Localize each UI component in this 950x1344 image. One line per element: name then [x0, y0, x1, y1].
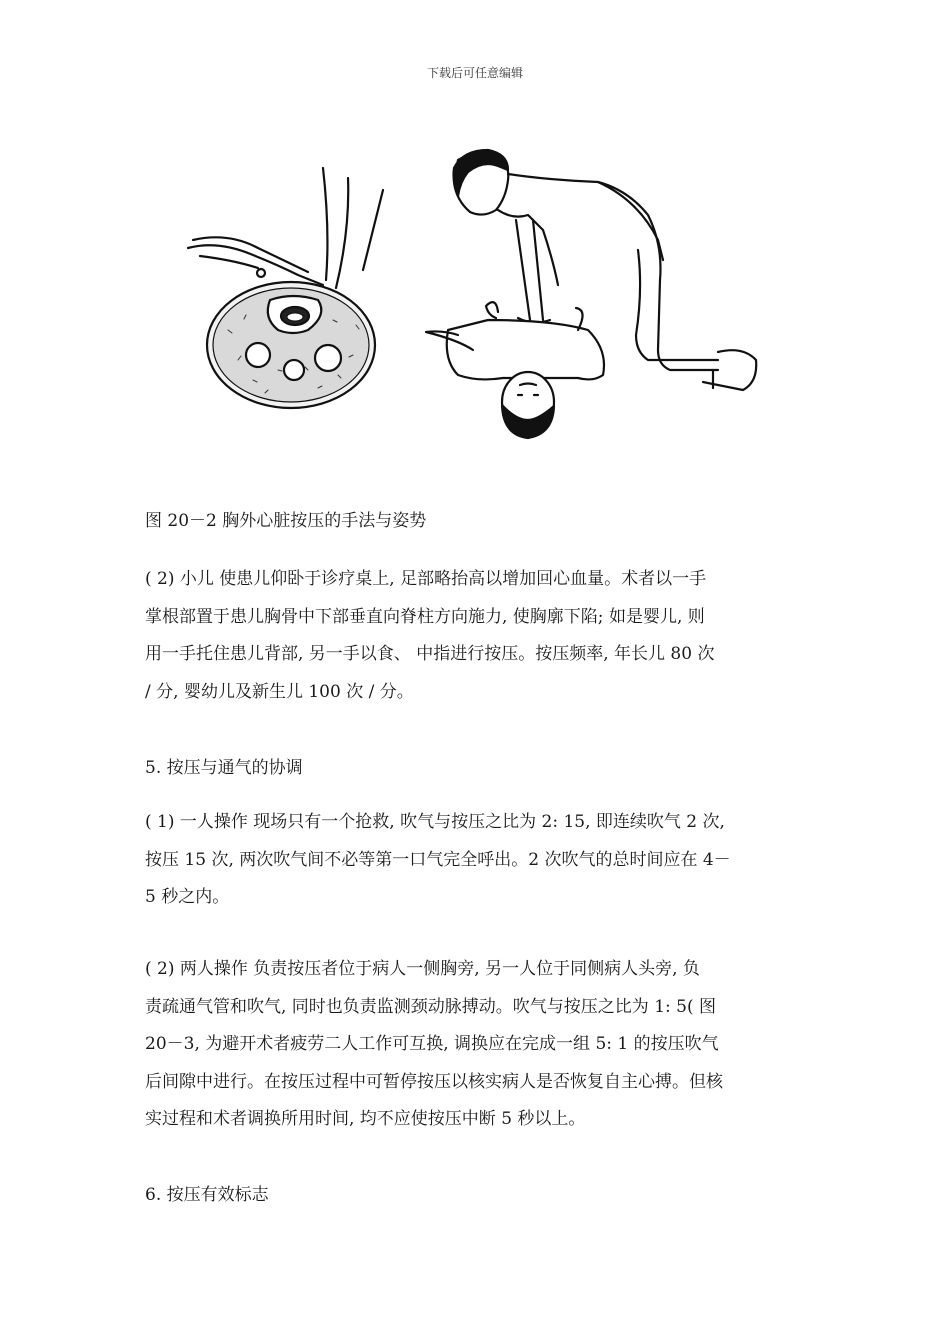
text-line: ( 1) 一人操作 现场只有一个抢救, 吹气与按压之比为 2: 15, 即连续吹气 2 次, [145, 812, 725, 832]
chest-cross-section-drawing [188, 168, 383, 408]
text-line: 后间隙中进行。在按压过程中可暂停按压以核实病人是否恢复自主心搏。但核 [145, 1071, 723, 1092]
rescuer-posture-drawing [426, 150, 756, 438]
text-line: ( 2) 两人操作 负责按压者位于病人一侧胸旁, 另一人位于同侧病人头旁, 负 [145, 959, 700, 979]
text-line: 实过程和术者调换所用时间, 均不应使按压中断 5 秒以上。 [145, 1109, 586, 1129]
paragraph-infant-compression [145, 561, 815, 711]
paragraph-two-person [145, 951, 815, 1139]
text-line: / 分, 婴幼儿及新生儿 100 次 / 分。 [145, 681, 414, 702]
text-line: 用一手托住患儿背部, 另一手以食、 中指进行按压。按压频率, 年长儿 80 次 [145, 644, 715, 664]
cpr-illustration [158, 120, 792, 460]
text-line: 掌根部置于患儿胸骨中下部垂直向脊柱方向施力, 使胸廓下陷; 如是婴儿, 则 [145, 606, 705, 627]
text-line: 责疏通气管和吹气, 同时也负责监测颈动脉搏动。吹气与按压之比为 1: 5( 图 [145, 996, 717, 1017]
text-line: 按压 15 次, 两次吹气间不必等第一口气完全呼出。2 次吹气的总时间应在 4－ [145, 849, 731, 870]
text-line: 20－3, 为避开术者疲劳二人工作可互换, 调换应在完成一组 5: 1 的按压吹气 [145, 1034, 719, 1054]
section-heading-5: 5. 按压与通气的协调 [145, 758, 303, 778]
section-heading-6: 6. 按压有效标志 [145, 1185, 269, 1205]
text-line: ( 2) 小儿 使患儿仰卧于诊疗桌上, 足部略抬高以增加回心血量。术者以一手 [145, 569, 707, 589]
text-line: 5 秒之内。 [145, 887, 230, 907]
page-header: 下载后可任意编辑 [426, 66, 523, 80]
paragraph-one-person [145, 804, 815, 917]
figure-caption: 图 20－2 胸外心脏按压的手法与姿势 [145, 511, 427, 531]
